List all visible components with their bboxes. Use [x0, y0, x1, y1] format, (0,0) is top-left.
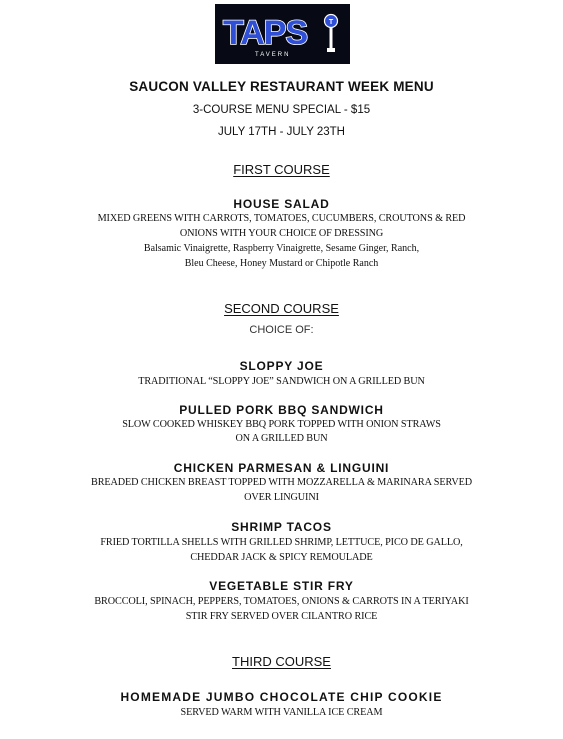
- item-title-cookie: HOMEMADE JUMBO CHOCOLATE CHIP COOKIE: [120, 690, 443, 704]
- menu-special: 3-COURSE MENU SPECIAL - $15: [192, 104, 371, 116]
- item-desc-line: STIR FRY SERVED OVER CILANTRO RICE: [185, 611, 378, 622]
- second-course-heading: SECOND COURSE: [224, 301, 339, 316]
- item-desc-line: TRADITIONAL “SLOPPY JOE” SANDWICH ON A GRILLED BUN: [138, 376, 425, 387]
- item-title-pulled-pork: PULLED PORK BBQ SANDWICH: [179, 403, 384, 417]
- item-title-chicken-parmesan: CHICKEN PARMESAN & LINGUINI: [173, 461, 390, 475]
- item-title-house-salad: HOUSE SALAD: [233, 197, 330, 211]
- beer-tap-icon: [325, 15, 338, 53]
- menu-title: SAUCON VALLEY RESTAURANT WEEK MENU: [129, 79, 434, 94]
- item-desc-line: BROCCOLI, SPINACH, PEPPERS, TOMATOES, ONIONS & CARROTS IN A TERIYAKI: [94, 596, 469, 607]
- logo-subtext: TAVERN: [255, 52, 291, 58]
- menu-dates: JULY 17TH - JULY 23TH: [218, 126, 345, 138]
- item-desc-line: BREADED CHICKEN BREAST TOPPED WITH MOZZARELLA & MARINARA SERVED: [91, 477, 472, 488]
- third-course-heading: THIRD COURSE: [232, 654, 331, 669]
- item-desc-line: OVER LINGUINI: [244, 492, 319, 503]
- choice-of-label: CHOICE OF:: [249, 324, 314, 336]
- logo-wordmark: TAPS: [223, 14, 308, 52]
- item-desc-line: SLOW COOKED WHISKEY BBQ PORK TOPPED WITH ONION STRAWS: [122, 419, 441, 430]
- item-desc-line: FRIED TORTILLA SHELLS WITH GRILLED SHRIMP, LETTUCE, PICO DE GALLO,: [100, 537, 463, 548]
- dressing-options-line: Bleu Cheese, Honey Mustard or Chipotle Ranch: [184, 258, 379, 269]
- taps-tavern-logo: [215, 4, 350, 64]
- first-course-heading: FIRST COURSE: [233, 162, 330, 177]
- item-desc-line: ONIONS WITH YOUR CHOICE OF DRESSING: [179, 228, 384, 239]
- svg-text:T: T: [328, 19, 334, 26]
- item-desc-line: SERVED WARM WITH VANILLA ICE CREAM: [180, 707, 383, 718]
- item-title-shrimp-tacos: SHRIMP TACOS: [231, 520, 332, 534]
- item-title-sloppy-joe: SLOPPY JOE: [239, 359, 324, 373]
- item-desc-line: MIXED GREENS WITH CARROTS, TOMATOES, CUCUMBERS, CROUTONS & RED: [97, 213, 466, 224]
- item-desc-line: ON A GRILLED BUN: [235, 433, 328, 444]
- item-desc-line: CHEDDAR JACK & SPICY REMOULADE: [190, 552, 373, 563]
- item-title-vegetable-stir-fry: VEGETABLE STIR FRY: [209, 579, 354, 593]
- dressing-options-line: Balsamic Vinaigrette, Raspberry Vinaigrette, Sesame Ginger, Ranch,: [143, 243, 420, 254]
